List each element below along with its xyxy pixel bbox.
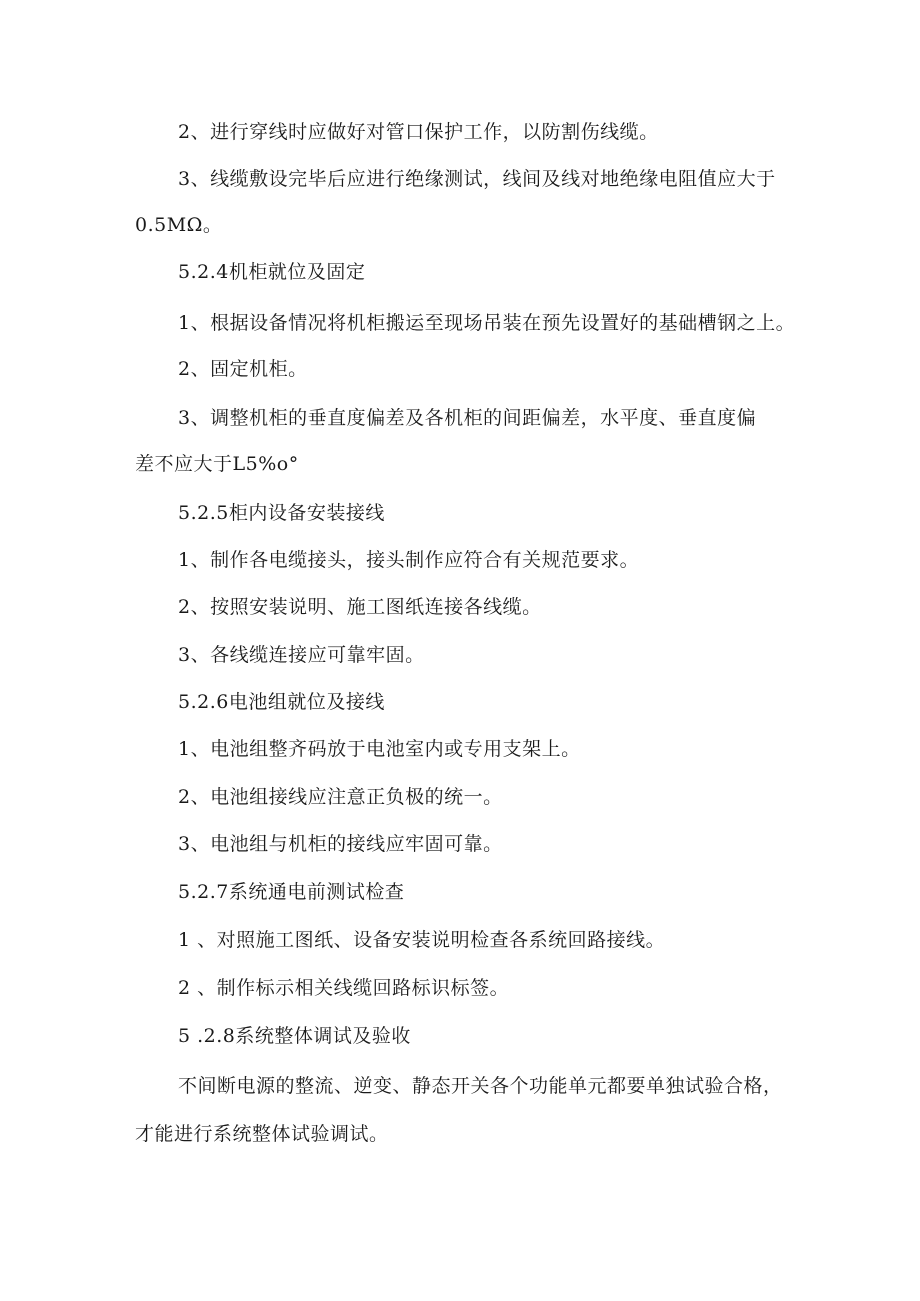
paragraph-line: 0.5MΩ。 xyxy=(135,214,223,236)
paragraph-line: 2、电池组接线应注意正负极的统一。 xyxy=(178,786,503,808)
paragraph-line: 才能进行系统整体试验调试。 xyxy=(135,1123,389,1145)
paragraph-line: 不间断电源的整流、逆变、静态开关各个功能单元都要单独试验合格， xyxy=(178,1075,783,1097)
section-heading: 5.2.5柜内设备安装接线 xyxy=(178,502,385,524)
paragraph-line: 1、电池组整齐码放于电池室内或专用支架上。 xyxy=(178,738,581,760)
paragraph-line: 3、各线缆连接应可靠牢固。 xyxy=(178,644,425,666)
section-heading: 5 .2.8系统整体调试及验收 xyxy=(178,1025,411,1047)
paragraph-line: 2、按照安装说明、施工图纸连接各线缆。 xyxy=(178,596,542,618)
paragraph-line: 3、电池组与机柜的接线应牢固可靠。 xyxy=(178,833,503,855)
paragraph-line: 2、进行穿线时应做好对管口保护工作，以防割伤线缆。 xyxy=(178,121,659,143)
section-heading: 5.2.6电池组就位及接线 xyxy=(178,691,385,713)
paragraph-line: 3、调整机柜的垂直度偏差及各机柜的间距偏差，水平度、垂直度偏 xyxy=(178,407,757,429)
paragraph-line: 1 、对照施工图纸、设备安装说明检查各系统回路接线。 xyxy=(178,929,666,951)
paragraph-line: 2 、制作标示相关线缆回路标识标签。 xyxy=(178,977,510,999)
paragraph-line: 3、线缆敷设完毕后应进行绝缘测试，线间及线对地绝缘电阻值应大于 xyxy=(178,168,776,190)
section-heading: 5.2.7系统通电前测试检查 xyxy=(178,881,405,903)
section-heading: 5.2.4机柜就位及固定 xyxy=(178,261,366,283)
paragraph-line: 差不应大于L5%o° xyxy=(135,453,299,475)
paragraph-line: 1、根据设备情况将机柜搬运至现场吊装在预先设置好的基础槽钢之上。 xyxy=(178,312,796,334)
paragraph-line: 1、制作各电缆接头，接头制作应符合有关规范要求。 xyxy=(178,549,640,571)
paragraph-line: 2、固定机柜。 xyxy=(178,358,308,380)
